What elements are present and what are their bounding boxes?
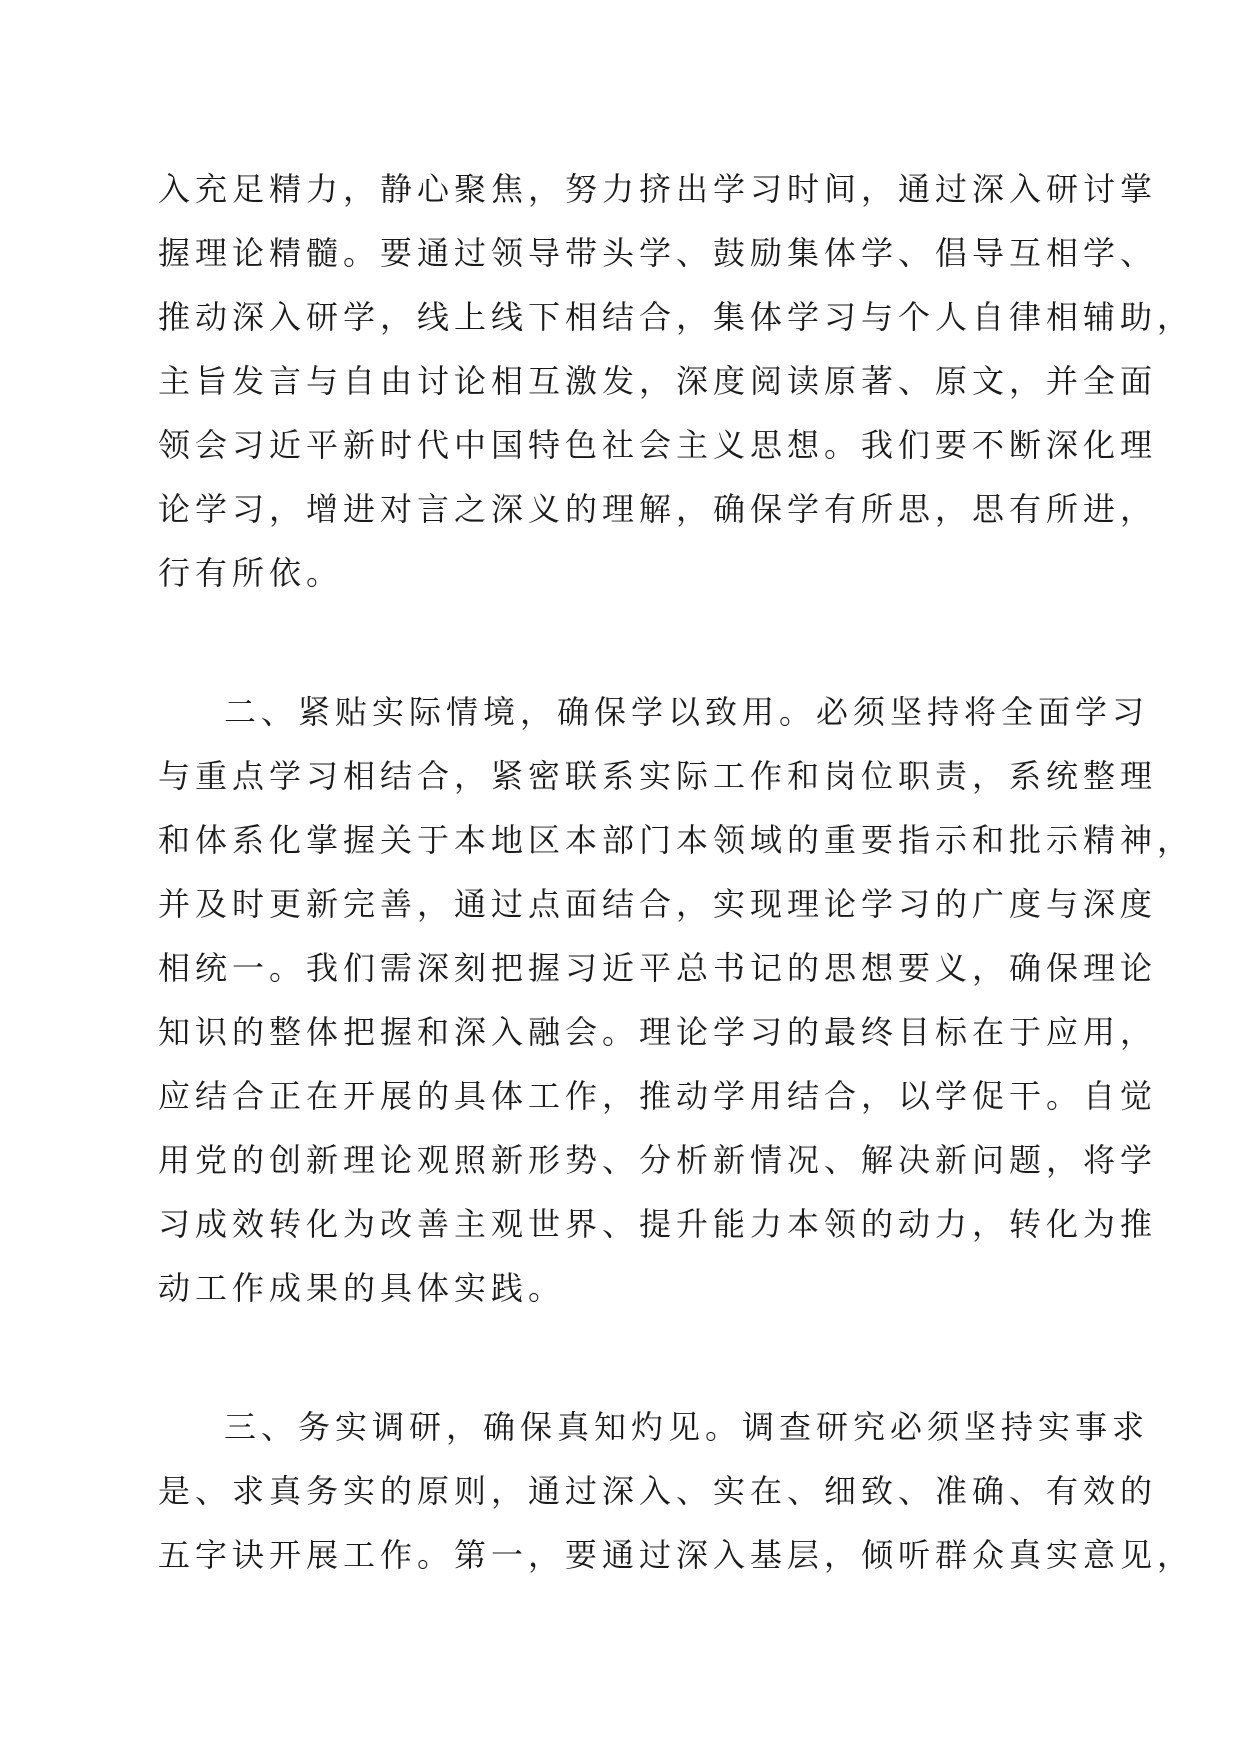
paragraph-line: 论学习，增进对言之深义的理解，确保学有所思，思有所进， [158, 490, 1158, 528]
paragraph-line: 和体系化掌握关于本地区本部门本领域的重要指示和批示精神， [158, 821, 1195, 859]
paragraph-line: 是、求真务实的原则，通过深入、实在、细致、准确、有效的 [158, 1472, 1158, 1510]
paragraph-line: 推动深入研学，线上线下相结合，集体学习与个人自律相辅助， [158, 298, 1195, 336]
paragraph-line: 与重点学习相结合，紧密联系实际工作和岗位职责，系统整理 [158, 757, 1158, 795]
paragraph-line: 并及时更新完善，通过点面结合，实现理论学习的广度与深度 [158, 885, 1158, 923]
paragraph-line: 用党的创新理论观照新形势、分析新情况、解决新问题，将学 [158, 1141, 1158, 1179]
paragraph-line: 领会习近平新时代中国特色社会主义思想。我们要不断深化理 [158, 426, 1158, 464]
paragraph-line: 二、紧贴实际情境，确保学以致用。必须坚持将全面学习 [224, 693, 1150, 731]
paragraph-line: 行有所依。 [158, 554, 344, 592]
paragraph-line: 入充足精力，静心聚焦，努力挤出学习时间，通过深入研讨掌 [158, 170, 1158, 208]
paragraph-line: 动工作成果的具体实践。 [158, 1269, 566, 1307]
paragraph-line: 相统一。我们需深刻把握习近平总书记的思想要义，确保理论 [158, 949, 1158, 987]
paragraph-line: 五字诀开展工作。第一，要通过深入基层，倾听群众真实意见， [158, 1536, 1195, 1574]
paragraph-line: 知识的整体把握和深入融会。理论学习的最终目标在于应用， [158, 1013, 1158, 1051]
paragraph-line: 三、务实调研，确保真知灼见。调查研究必须坚持实事求 [224, 1408, 1150, 1446]
paragraph-line: 习成效转化为改善主观世界、提升能力本领的动力，转化为推 [158, 1205, 1158, 1243]
paragraph-line: 握理论精髓。要通过领导带头学、鼓励集体学、倡导互相学、 [158, 234, 1158, 272]
paragraph-line: 主旨发言与自由讨论相互激发，深度阅读原著、原文，并全面 [158, 362, 1158, 400]
paragraph-line: 应结合正在开展的具体工作，推动学用结合，以学促干。自觉 [158, 1077, 1158, 1115]
